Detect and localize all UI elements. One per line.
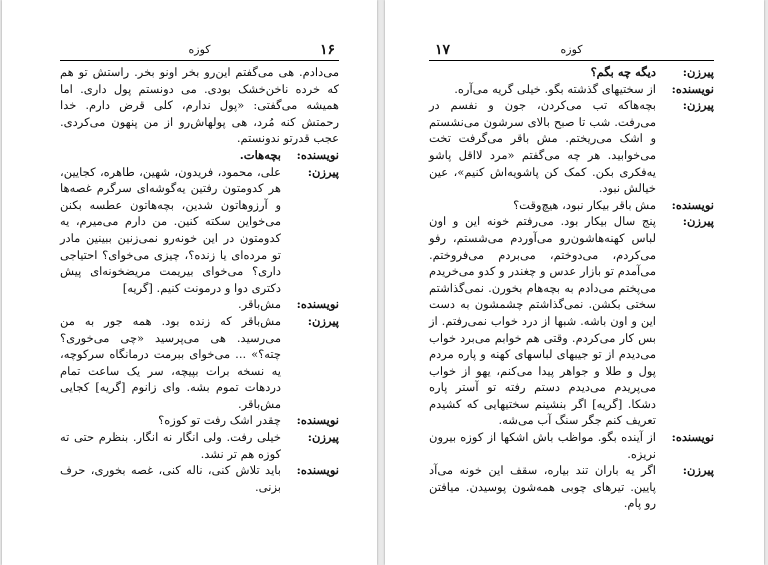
dialogue-text: از سختیهای گذشته بگو. خیلی گریه می‌آره. <box>454 81 656 96</box>
dialogue-entry <box>60 429 339 462</box>
dialogue-text: خیلی رفت. ولی انگار نه انگار. بنظرم حتی ته کوزه هم تر نشد. <box>60 430 281 461</box>
speaker-label: نویسنده: <box>296 413 339 428</box>
dialogue-entry <box>429 462 714 512</box>
speaker-label: پیرزن: <box>682 65 714 79</box>
dialogue-entry <box>429 97 714 197</box>
left-page <box>2 0 377 565</box>
dialogue-text: باید تلاش کنی، ناله کنی، غصه بخوری، حرف بزنی. <box>60 463 281 494</box>
dialogue-entry <box>60 412 339 429</box>
dialogue-text: اگر یه باران تند بیاره، سقف این خونه می‌آد پایین. تیرهای چوبی همه‌شون پوسیدن. میافتن رو پام. <box>429 463 656 511</box>
right-page <box>385 0 764 565</box>
speaker-label: پیرزن: <box>307 313 339 328</box>
running-title: کوزه <box>188 43 211 56</box>
speaker-label: نویسنده: <box>671 81 714 96</box>
dialogue-text: مش‌باقر. <box>237 297 281 312</box>
running-title: کوزه <box>560 43 583 56</box>
speaker-label: پیرزن: <box>682 463 714 478</box>
speaker-label: پیرزن: <box>307 164 339 179</box>
dialogue-entry <box>60 462 339 495</box>
speaker-label: پیرزن: <box>682 214 714 229</box>
page-header <box>429 44 714 61</box>
dialogue-entry <box>60 147 339 164</box>
dialogue-text: علی، محمود، فریدون، شهین، طاهره، کجایین، هر کدومتون رفتین یه‌گوشه‌ای سرگرم غصه‌ها و آرزوهاتون شدین، بچه‌هاتون عطسه بکنن می‌خواین سکته کنین. من دارم می‌میرم، یه کدومتون در این خونه‌رو نمی‌زنین ببینین مادر تو مرده‌ای یا زنده؟، چیزی می‌خوای؟ احتیاجی داری؟ می‌خوای بیریمت مریضخونه‌ای پیش دکتری دوا و درمونت کنیم. [گریه] <box>60 164 281 295</box>
speaker-label: نویسنده: <box>671 197 714 212</box>
dialogue-text: پنج سال بیکار بود. می‌رفتم خونه این و اون لباس کهنه‌هاشون‌رو می‌آوردم می‌شستم، رفو می‌کردم، می‌دوختم، می‌بردم می‌فروختم. می‌آمدم تو بازار عدس و چغندر و کدو می‌خریدم می‌پختم می‌دادم به بچه‌هام بخورن. نمی‌گذاشتم سختی بکشن. نمی‌گذاشتم چشمشون به دست این و اون باشه. شبها از درد خواب نمی‌رفتم. از بس کار می‌کردم. وقتی هم خوابم می‌برد خواب می‌دیدم از تو جیبهای لباسهای کهنه و پاره مردم پول و طلا و جواهر پیدا می‌کنم، یهو از خواب می‌پریدم می‌دیدم دستم رفته تو آستر پاره دشکا. [گریه] اگر بنشینم سختیهایی که کشیدم تعریف کنم جگر سنگ آب می‌شه. <box>429 214 656 428</box>
dialogue-text: دیگه چه بگم؟ <box>590 65 656 79</box>
speaker-label: پیرزن: <box>682 98 714 113</box>
dialogue-text: چقدر اشک رفت تو کوزه؟ <box>158 413 281 428</box>
speaker-label: نویسنده: <box>296 147 339 162</box>
dialogue-text: بچه‌هات. <box>239 147 281 162</box>
dialogue-entry <box>429 429 714 462</box>
speaker-label: پیرزن: <box>307 430 339 445</box>
dialogue-entry <box>60 164 339 297</box>
dialogue-entry <box>60 313 339 413</box>
page-header <box>60 44 339 61</box>
dialogue-text: بچه‌هاکه تب می‌کردن، جون و نفسم در می‌رفت. شب تا صبح بالای سرشون می‌نشستم و اشک می‌ریختم. مش باقر می‌گرفت تخت می‌خوابید. هر چه می‌گفتم «مرد لااقل پاشو یه‌فکری بکن. کمک کن پاشویه‌اش کنیم»، عین خیالش نبود. <box>429 98 656 196</box>
page-number: ۱۶ <box>319 42 335 58</box>
dialogue-entry <box>429 213 714 429</box>
page-body <box>60 64 339 495</box>
dialogue-entry <box>60 296 339 313</box>
speaker-label: نویسنده: <box>296 463 339 478</box>
continuation-paragraph: می‌دادم. هی می‌گفتم این‌رو بخر اونو بخر. راستش تو هم که خرده ناخن‌خشک بودی. می دونستم پول داری. اما همیشه می‌گفتی: «پول ندارم، کلی قرض دارم. خدا رحمتش کنه مُرد، هی پولهاش‌رو از من پنهون می‌کردی. عجب قدرتو ندونستم. <box>60 65 339 146</box>
page-body <box>429 64 714 512</box>
dialogue-text: مش باقر بیکار نبود، هیچ‌وقت؟ <box>513 197 656 212</box>
dialogue-entry <box>429 64 714 81</box>
dialogue-text: از آینده بگو. مواظب باش اشکها از کوزه بیرون نریزه. <box>429 430 656 461</box>
dialogue-entry <box>429 197 714 214</box>
speaker-label: نویسنده: <box>671 430 714 445</box>
page-number: ۱۷ <box>435 42 451 58</box>
dialogue-text: مش‌باقر که زنده بود. همه جور به من می‌رسید. هی می‌پرسید «چی می‌خوری؟ چته؟» ... می‌خوای ببرمت درمانگاه سرکوچه، یه نسخه برات بپیچه، سر یک ساعت تمام دردهات تموم بشه. وای زانوم [گریه] کجایی مش‌باقر. <box>60 313 281 411</box>
speaker-label: نویسنده: <box>296 297 339 312</box>
dialogue-entry <box>429 81 714 98</box>
